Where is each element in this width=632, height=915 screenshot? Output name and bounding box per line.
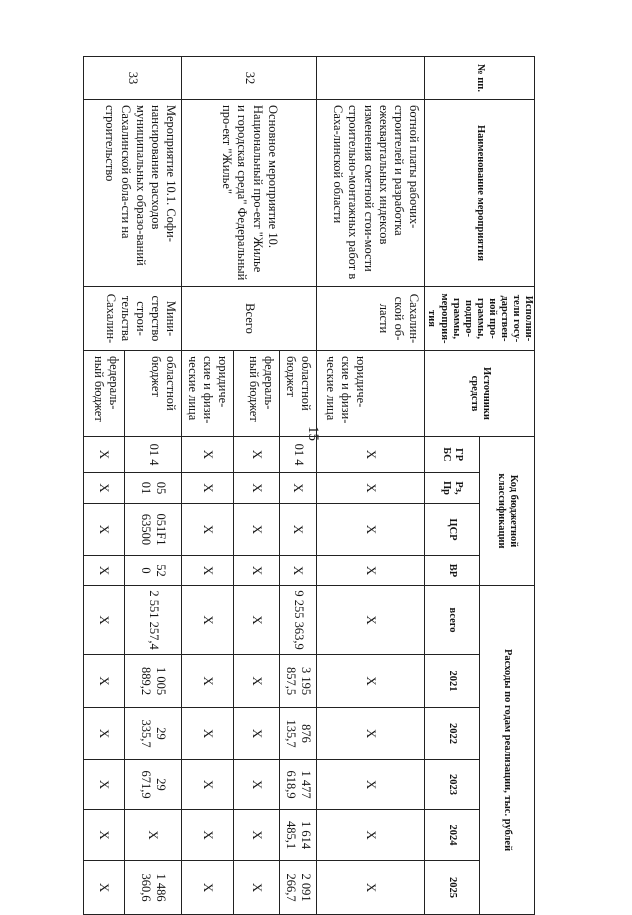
row-32-executor: Всего [182,287,317,351]
cell-vr: X [84,556,125,586]
cell-rzpr: X [182,473,234,504]
cell-2022: X [234,708,280,760]
cell-rzpr: X [317,473,425,504]
cell-vr: X [317,556,425,586]
cell-2022: 29 335,7 [125,708,182,760]
cell-csr: X [84,504,125,556]
row-executor-cell: Сахалин-ской об-ласти [317,287,425,351]
cell-2025: X [317,861,425,915]
row-32-source-3: юридиче-ские и физи-ческие лица [182,351,234,437]
budget-table [83,56,535,915]
row-name-cell: ботной платы рабочих-строителей и разработка ежеквартальных индексов изменения сметной стои-мости строительно-монтажных работ в Саха-линской области [317,100,425,287]
cell-2022: X [84,708,125,760]
col-2022-header: 2022 [425,708,480,760]
cell-csr: X [182,504,234,556]
cell-csr: X [317,504,425,556]
cell-2025: 2 091 266,7 [280,861,317,915]
cell-2023: 1 477 618,9 [280,760,317,810]
cell-total: X [84,586,125,655]
cell-grbs: X [317,437,425,473]
col-2021-header: 2021 [425,655,480,708]
cell-2022: X [182,708,234,760]
col-2025-header: 2025 [425,861,480,915]
cell-grbs: 01 4 [125,437,182,473]
cell-rzpr: X [280,473,317,504]
cell-total: X [182,586,234,655]
row-33-source-2: федераль-ный бюджет [84,351,125,437]
page-number-text: 15 [304,425,321,441]
cell-2023: X [317,760,425,810]
cell-2023: X [182,760,234,810]
cell-2021: X [317,655,425,708]
cell-2025: X [84,861,125,915]
col-source-header: Источники средств [425,351,535,437]
cell-2022: 876 135,7 [280,708,317,760]
col-name-header: Наименование мероприятия [425,100,535,287]
cell-vr: X [182,556,234,586]
cell-2023: X [234,760,280,810]
row-33-source-1: областной бюджет [125,351,182,437]
cell-vr: X [234,556,280,586]
col-2024-header: 2024 [425,810,480,861]
rotated-table [92,56,535,902]
row-source-cell: юридиче-ские и физи-ческие лица [317,351,425,437]
cell-2024: X [234,810,280,861]
row-32-source-1: областной бюджет [280,351,317,437]
col-2023-header: 2023 [425,760,480,810]
cell-csr: X [280,504,317,556]
cell-2022: X [317,708,425,760]
cell-2023: X [84,760,125,810]
table-row [280,57,317,915]
col-total-header: всего [425,586,480,655]
col-rzpr-header: Рз, Пр [425,473,480,504]
col-num-header: № пп. [425,57,535,100]
row-32-num: 32 [182,57,317,100]
cell-2025: 1 486 360,6 [125,861,182,915]
table-row [317,57,425,915]
cell-total: X [234,586,280,655]
cell-csr: 051F1 63500 [125,504,182,556]
col-csr-header: ЦСР [425,504,480,556]
cell-2021: X [234,655,280,708]
col-executor-header: Исполни-тели госу-дарствен-ной про-граммы, подпро-граммы, мероприя-тия [425,287,535,351]
table-row [125,57,182,915]
kbk-group-header: Код бюджетной классификации [480,437,535,586]
cell-2023: 29 671,9 [125,760,182,810]
row-32-source-2: федераль-ный бюджет [234,351,280,437]
cell-rzpr: X [84,473,125,504]
row-33-executor: Мини-стерство строи-тельства Сахалин- [84,287,182,351]
cell-rzpr: X [234,473,280,504]
cell-grbs: X [182,437,234,473]
cell-vr: X [280,556,317,586]
cell-2024: 1 614 485,1 [280,810,317,861]
cell-grbs: X [84,437,125,473]
cell-2021: X [182,655,234,708]
header-row-1 [480,57,535,915]
cell-2024: X [182,810,234,861]
cell-total: 9 255 363,9 [280,586,317,655]
cell-2025: X [234,861,280,915]
col-vr-header: ВР [425,556,480,586]
row-32-name: Основное мероприятие 10. Национальный про-ект "Жилье и городская среда" Федеральный про-ект "Жилье" [182,100,317,287]
cell-2024: X [125,810,182,861]
row-33-name: Мероприятие 10.1. Софи-нансирование расходов муниципальных образо-ваний Сахалинской обла-сти на строительство [84,100,182,287]
expenses-group-header: Расходы по годам реализации, тыс. рублей [480,586,535,915]
cell-csr: X [234,504,280,556]
cell-2021: X [84,655,125,708]
cell-rzpr: 05 01 [125,473,182,504]
row-num-cell [317,57,425,100]
col-grbs-header: ГР БС [425,437,480,473]
cell-2024: X [317,810,425,861]
cell-total: 2 551 257,4 [125,586,182,655]
cell-total: X [317,586,425,655]
cell-grbs: X [234,437,280,473]
cell-2024: X [84,810,125,861]
cell-2025: X [182,861,234,915]
cell-vr: 52 0 [125,556,182,586]
cell-2021: 3 195 857,5 [280,655,317,708]
cell-2021: 1 005 889,2 [125,655,182,708]
row-33-num: 33 [84,57,182,100]
budget-table-container [92,56,535,902]
cell-grbs: 01 4 [280,437,317,473]
